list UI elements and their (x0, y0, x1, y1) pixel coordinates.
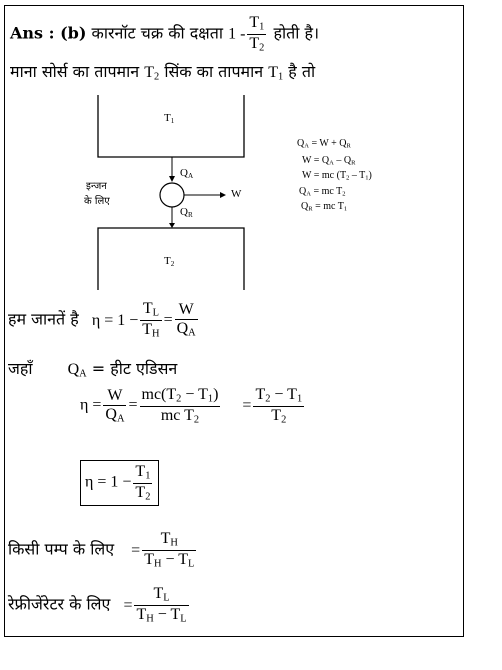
t2-symbol: T (144, 64, 155, 81)
num-sub: L (163, 592, 170, 604)
qa-label (180, 167, 193, 180)
qr-label (180, 206, 193, 219)
efficiency-statement: कारनॉट चक्र की दक्षता (91, 23, 223, 43)
t-symbol: T (164, 112, 171, 124)
qr-arrow-head (169, 223, 175, 228)
den: T (144, 550, 154, 568)
num: ) (213, 386, 219, 403)
eq-qa-total (297, 138, 351, 150)
qa-arrow-head (169, 176, 175, 182)
one-minus: 1 - (228, 25, 246, 43)
eq-sub: A (304, 142, 309, 150)
answer-label: Ans : (b) (10, 23, 87, 43)
eta-lhs: η = 1 − (85, 473, 132, 491)
eq-sub: 1 (343, 205, 348, 213)
equals: = (131, 541, 141, 559)
den: T (136, 605, 147, 623)
frac-num: T (249, 14, 260, 31)
num: mc(T (141, 386, 177, 403)
den-sub: L (180, 613, 187, 625)
boxed-efficiency (80, 460, 159, 506)
den: T (135, 483, 146, 501)
q-sub: A (187, 171, 194, 180)
den-sub: L (188, 558, 195, 570)
num-sub: 2 (176, 393, 182, 405)
eq-sub: R (351, 159, 356, 167)
equals: = (128, 396, 138, 414)
den: mc T (160, 406, 194, 424)
t1-sub: 1 (278, 71, 284, 83)
q-sub: R (187, 210, 193, 219)
t1-over-t2-fraction (133, 463, 152, 503)
t-sub: 2 (170, 259, 175, 268)
eq-sub: R (346, 142, 351, 150)
eq-sub: A (329, 159, 334, 167)
w-over-qa-fraction (175, 301, 198, 340)
den: Q (176, 319, 189, 337)
den-sub: 2 (145, 491, 151, 503)
eq-sub: 2 (346, 174, 350, 182)
refrigerator-line (8, 585, 191, 625)
equals: = (163, 311, 173, 329)
num-sub: H (170, 537, 178, 549)
sink-temp-label (164, 255, 174, 268)
num-sub: 1 (207, 393, 214, 405)
den-sub: H (152, 328, 160, 340)
den: T (271, 406, 282, 424)
efficiency-derivation (80, 386, 306, 426)
equals: = (242, 396, 252, 414)
den: Q (105, 405, 117, 423)
eq-sub: 1 (365, 174, 369, 182)
heat-added-text: = हीट एडिसन (86, 359, 178, 378)
eq-work (302, 155, 355, 167)
num: W (175, 301, 198, 320)
eq-part: W = mc (T (302, 170, 347, 181)
refrigerator-text: रेफ्रीजेंरेटर के लिए (8, 594, 111, 614)
num: T (255, 386, 266, 403)
t1-symbol: T (268, 64, 278, 81)
eq-qr-mc (301, 201, 347, 213)
frac-den-sub: 2 (259, 42, 265, 54)
q-symbol: Q (180, 206, 188, 218)
eq-work-mc (302, 170, 372, 182)
eq-sub: A (306, 190, 311, 198)
engine-label-2: के लिए (84, 196, 110, 207)
engine-circle (160, 183, 184, 207)
t-sub: 1 (170, 116, 175, 125)
pump-text: किसी पम्प के लिए (8, 539, 115, 559)
pump-cop-fraction (142, 530, 196, 570)
w-label: W (231, 188, 242, 200)
eq-part: ) (368, 170, 372, 181)
eq-part: Q (297, 138, 305, 149)
qa-sub: A (79, 368, 87, 380)
where-line (8, 357, 177, 380)
num: T (142, 300, 153, 317)
num: T (153, 585, 164, 602)
where-text: जहाँ (8, 359, 33, 378)
eq-part: – T (349, 170, 366, 181)
eta-lhs: η = (80, 396, 102, 414)
den-sub: H (146, 613, 154, 625)
engine-label-1: इन्जन (86, 181, 107, 192)
equals: = (123, 596, 133, 614)
eta-lhs: η = 1 − (91, 311, 139, 329)
eq-sub: 2 (342, 190, 346, 198)
eq-qa-mc (299, 186, 345, 198)
num-sub: L (152, 307, 159, 319)
den-sub: H (153, 558, 162, 570)
den: − T (161, 550, 188, 568)
den-sub: 2 (193, 414, 200, 426)
mc-fraction (140, 386, 221, 426)
den: T (142, 320, 153, 338)
eq-part: W = Q (302, 155, 330, 166)
num: − T (181, 386, 208, 403)
eq-part: – Q (333, 155, 352, 166)
den-sub: 2 (281, 414, 287, 426)
t-diff-fraction (253, 386, 304, 426)
den-sub: A (188, 327, 196, 339)
source-temp-label (164, 112, 174, 125)
t-symbol: T (164, 255, 171, 267)
den-sub: A (116, 413, 125, 425)
den: − T (153, 605, 181, 623)
hai-to: है तो (288, 62, 316, 81)
frac-num-sub: 1 (259, 21, 265, 33)
t2-sub: 2 (154, 71, 160, 83)
num-sub: 2 (265, 393, 271, 405)
eq-part: = W + Q (308, 138, 347, 149)
sink-temp-text: सिंक का तापमान (164, 62, 264, 81)
pump-line (8, 530, 198, 570)
source-temp-text: माना सोर्स का तापमान (10, 62, 140, 81)
efficiency-formula-line (8, 300, 200, 340)
eq-part: = mc T (312, 201, 344, 212)
num: T (160, 530, 171, 547)
work-arrow-head (220, 192, 226, 198)
eq-part: Q (299, 186, 307, 197)
hoti-hai: होती है। (273, 23, 320, 43)
num: − T (270, 386, 297, 403)
num: W (103, 387, 126, 406)
eq-part: = mc T (310, 186, 343, 197)
we-know-text: हम जानतें है (8, 309, 79, 329)
frac-den: T (249, 34, 260, 52)
w-over-qa-fraction (103, 387, 126, 426)
q-symbol: Q (180, 167, 188, 179)
source-reservoir (98, 95, 244, 157)
num-sub: 1 (145, 470, 151, 482)
num: T (135, 463, 146, 480)
fridge-cop-fraction (134, 585, 188, 625)
num-sub: 1 (296, 393, 303, 405)
eq-sub: R (308, 205, 313, 213)
eq-part: Q (301, 201, 309, 212)
qa-symbol: Q (67, 361, 80, 378)
tl-over-th-fraction (140, 300, 161, 340)
